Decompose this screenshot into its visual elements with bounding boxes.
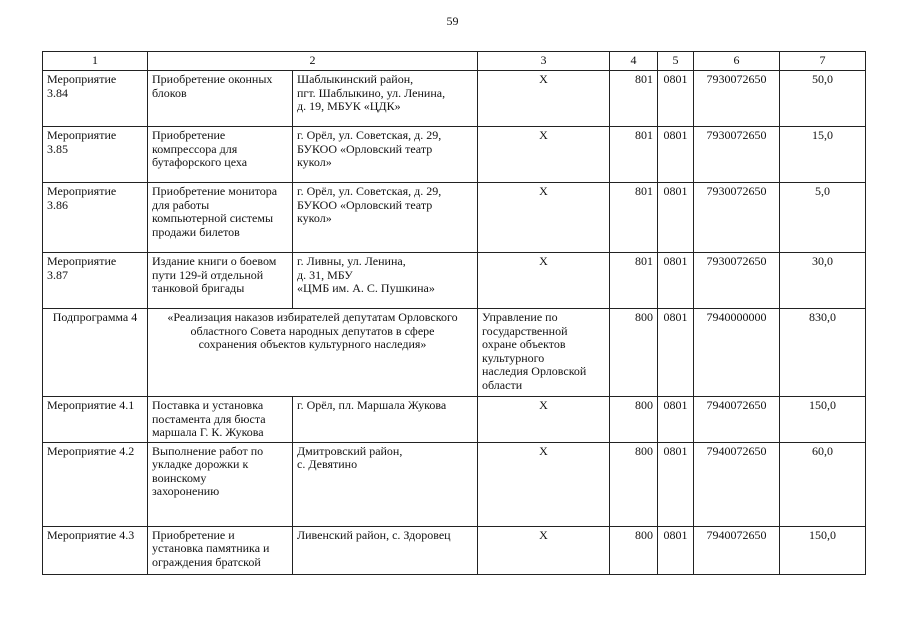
header-cell-6: 6 <box>694 52 780 71</box>
row-code-2: 0801 <box>658 397 694 443</box>
row-description: Приобретение и установка памятника и ограждения братской <box>148 526 293 574</box>
row-name: Мероприятие 4.1 <box>43 397 148 443</box>
row-code-1: 801 <box>610 127 658 183</box>
row-location: Шаблыкинский район, пгт. Шаблыкино, ул. Ленина, д. 19, МБУК «ЦДК» <box>293 71 478 127</box>
row-description: Приобретение оконных блоков <box>148 71 293 127</box>
header-cell-2: 2 <box>148 52 478 71</box>
row-location: Дмитровский район, с. Девятино <box>293 442 478 526</box>
budget-table <box>42 51 866 575</box>
row-code-3: 7930072650 <box>694 253 780 309</box>
table-row <box>43 526 866 574</box>
row-code-1: 800 <box>610 526 658 574</box>
row-name: Мероприятие 3.87 <box>43 253 148 309</box>
table-row <box>43 71 866 127</box>
subprogram-name: Подпрограмма 4 <box>43 309 148 397</box>
row-executor: X <box>478 442 610 526</box>
row-name: Мероприятие 4.2 <box>43 442 148 526</box>
row-code-2: 0801 <box>658 526 694 574</box>
row-amount: 50,0 <box>780 71 866 127</box>
row-name: Мероприятие 3.85 <box>43 127 148 183</box>
row-location: г. Орёл, пл. Маршала Жукова <box>293 397 478 443</box>
row-code-3: 7930072650 <box>694 71 780 127</box>
row-amount: 30,0 <box>780 253 866 309</box>
row-code-3: 7940072650 <box>694 526 780 574</box>
row-code-2: 0801 <box>658 183 694 253</box>
header-cell-1: 1 <box>43 52 148 71</box>
row-amount: 150,0 <box>780 397 866 443</box>
row-location: Ливенский район, с. Здоровец <box>293 526 478 574</box>
row-code-1: 800 <box>610 397 658 443</box>
header-row <box>43 52 866 71</box>
subprogram-title: «Реализация наказов избирателей депутатам Орловского областного Совета народных депутатов в сфере сохранения объектов культурного наследия» <box>148 309 478 397</box>
header-cell-3: 3 <box>478 52 610 71</box>
row-location: г. Орёл, ул. Советская, д. 29, БУКОО «Орловский театр кукол» <box>293 127 478 183</box>
row-executor: X <box>478 253 610 309</box>
row-executor: X <box>478 397 610 443</box>
row-code-1: 800 <box>610 309 658 397</box>
row-amount: 830,0 <box>780 309 866 397</box>
header-cell-5: 5 <box>658 52 694 71</box>
table-row <box>43 253 866 309</box>
row-code-1: 801 <box>610 183 658 253</box>
table-row <box>43 183 866 253</box>
row-location: г. Орёл, ул. Советская, д. 29, БУКОО «Орловский театр кукол» <box>293 183 478 253</box>
row-amount: 150,0 <box>780 526 866 574</box>
row-location: г. Ливны, ул. Ленина, д. 31, МБУ «ЦМБ им. А. С. Пушкина» <box>293 253 478 309</box>
row-code-1: 801 <box>610 253 658 309</box>
row-name: Мероприятие 4.3 <box>43 526 148 574</box>
row-code-3: 7940072650 <box>694 397 780 443</box>
row-code-2: 0801 <box>658 442 694 526</box>
table-row <box>43 397 866 443</box>
row-code-1: 800 <box>610 442 658 526</box>
row-code-2: 0801 <box>658 127 694 183</box>
row-description: Приобретение компрессора для бутафорского цеха <box>148 127 293 183</box>
subprogram-row <box>43 309 866 397</box>
row-description: Издание книги о боевом пути 129-й отдельной танковой бригады <box>148 253 293 309</box>
row-name: Мероприятие 3.84 <box>43 71 148 127</box>
row-code-1: 801 <box>610 71 658 127</box>
row-code-2: 0801 <box>658 253 694 309</box>
subprogram-executor: Управление по государственной охране объектов культурного наследия Орловской области <box>478 309 610 397</box>
row-executor: X <box>478 71 610 127</box>
row-code-3: 7930072650 <box>694 127 780 183</box>
header-cell-7: 7 <box>780 52 866 71</box>
row-code-3: 7940072650 <box>694 442 780 526</box>
header-cell-4: 4 <box>610 52 658 71</box>
row-executor: X <box>478 127 610 183</box>
table-row <box>43 442 866 526</box>
row-amount: 15,0 <box>780 127 866 183</box>
row-code-2: 0801 <box>658 309 694 397</box>
row-code-3: 7940000000 <box>694 309 780 397</box>
row-amount: 60,0 <box>780 442 866 526</box>
row-description: Поставка и установка постамента для бюста маршала Г. К. Жукова <box>148 397 293 443</box>
row-code-2: 0801 <box>658 71 694 127</box>
row-code-3: 7930072650 <box>694 183 780 253</box>
row-amount: 5,0 <box>780 183 866 253</box>
row-name: Мероприятие 3.86 <box>43 183 148 253</box>
table-row <box>43 127 866 183</box>
row-description: Выполнение работ по укладке дорожки к воинскому захоронению <box>148 442 293 526</box>
row-executor: X <box>478 183 610 253</box>
row-executor: X <box>478 526 610 574</box>
row-description: Приобретение монитора для работы компьютерной системы продажи билетов <box>148 183 293 253</box>
page-number: 59 <box>446 14 459 28</box>
